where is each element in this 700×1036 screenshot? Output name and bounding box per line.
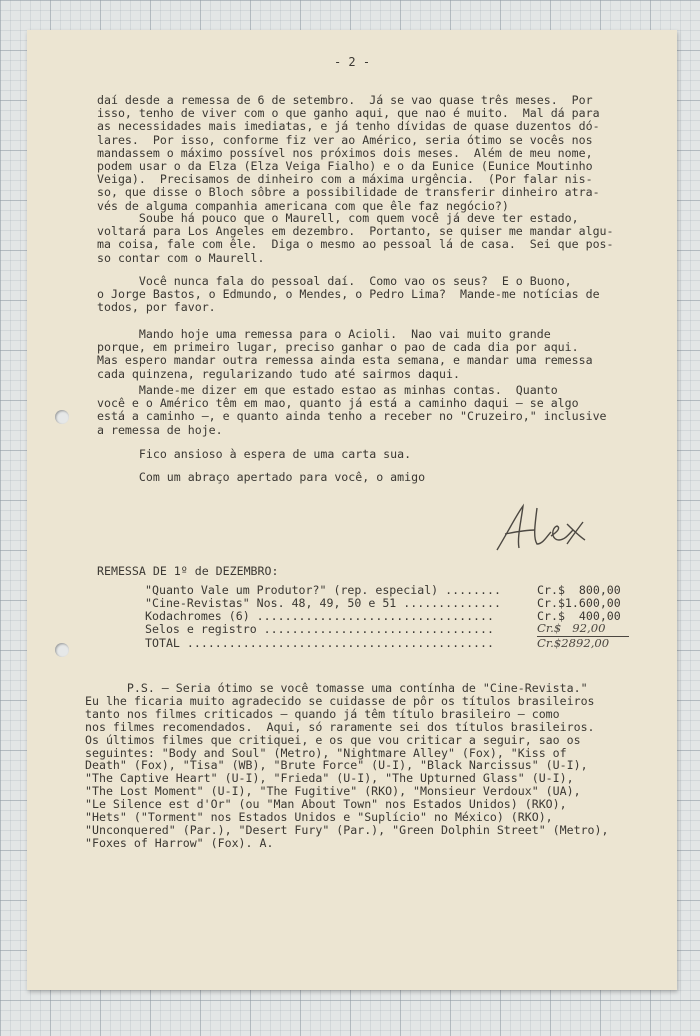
- remessa-item-amount: Cr.$1.600,00: [537, 596, 621, 610]
- paragraph-7: Com um abraço apertado para você, o amigo: [97, 470, 426, 484]
- postscript: P.S. — Seria ótimo se você tomasse uma contínha de "Cine-Revista." Eu lhe ficaria muito agradecido se cuidasse de pôr os títulos brasileiros tanto nos filmes criticados — quando já têm título brasileiro — como nos filmes recomendados. Aqui, só raramente sei dos títulos brasileiros. Os últimos filmes que critiquei, e os que vou criticar a seguir, sao os seguintes: "Body and Soul" (Metro), "Nightmare Alley" (Fox), "Kiss of Death" (Fox), "Tisa" (WB), "Brute Force" (U-I), "Black Narcissus" (U-I), "The Captive Heart" (U-I), "Frieda" (U-I), "The Upturned Glass" (U-I), "The Lost Moment" (U-I), "The Fugitive" (RKO), "Monsieur Verdoux" (UA), "Le Silence est d'Or" (ou "Man About Town" nos Estados Unidos) (RKO), "Hets" ("Torment" nos Estados Unidos e "Suplício" no México) (RKO), "Unconquered" (Par.), "Desert Fury" (Par.), "Green Dolphin Street" (Metro), "Foxes of Harrow" (Fox). A.: [85, 681, 609, 850]
- punch-hole: [55, 410, 69, 424]
- letter-page: [27, 30, 677, 990]
- paragraph-5: Mande-me dizer em que estado estao as minhas contas. Quanto você e o Américo têm em mao, quanto já está a caminho daqui — se algo está a caminho —, e quanto ainda tenho a receber no "Cruzeiro," inclusive a remessa de hoje.: [97, 383, 607, 437]
- paragraph-2: Soube há pouco que o Maurell, com quem você já deve ter estado, voltará para Los Angeles em dezembro. Portanto, se quiser me mandar algu- ma coisa, fale com êle. Diga o mesmo ao pessoal lá de casa. Sei que pos- so contar com o Maurell.: [97, 211, 614, 265]
- remessa-item-label: Kodachromes (6) ..................................: [145, 609, 495, 623]
- page-number: - 2 -: [333, 55, 371, 69]
- paragraph-4: Mando hoje uma remessa para o Acioli. Nao vai muito grande porque, em primeiro lugar, preciso ganhar o pao de cada dia por aqui. Mas espero mandar outra remessa ainda esta semana, e mandar uma remessa cada quinzena, regularizando tudo até sairmos daqui.: [97, 327, 593, 381]
- punch-hole: [55, 643, 69, 657]
- remessa-item-label: "Quanto Vale um Produtor?" (rep. especial) ........: [145, 583, 501, 597]
- remessa-title: REMESSA DE 1º de DEZEMBRO:: [97, 564, 279, 578]
- remessa-item-label: "Cine-Revistas" Nos. 48, 49, 50 e 51 ..............: [145, 596, 501, 610]
- paragraph-3: Você nunca fala do pessoal daí. Como vao os seus? E o Buono, o Jorge Bastos, o Edmundo, o Mendes, o Pedro Lima? Mande-me notícias de todos, por favor.: [97, 274, 600, 315]
- remessa-item-amount: Cr.$ 400,00: [537, 609, 621, 623]
- remessa-item-amount: Cr.$ 800,00: [537, 583, 621, 597]
- remessa-total-amount: Cr.$2892,00: [537, 636, 610, 650]
- paragraph-1: daí desde a remessa de 6 de setembro. Já se vao quase três meses. Por isso, tenho de viver com o que ganho aqui, que nao é muito. Mal dá para as necessidades mais imediatas, e já tenho dívidas de quase duzentos dó- lares. Por isso, conforme fiz ver ao Américo, seria ótimo se vocês nos mandassem o máximo possível nos próximos dois meses. Além de meu nome, podem usar o da Elza (Elza Veiga Fialho) e o da Eunice (Eunice Moutinho Veiga). Precisamos de dinheiro com a máxima urgência. (Por falar nis- so, que disse o Bloch sôbre a possibilidade de transferir dinheiro atra- vés de alguma companhia americana com que êle faz negócio?): [97, 93, 600, 213]
- remessa-total-label: TOTAL ............................................: [145, 636, 495, 650]
- paragraph-6: Fico ansioso à espera de uma carta sua.: [97, 447, 412, 461]
- handwritten-signature: [487, 500, 597, 564]
- remessa-item-amount: Cr.$ 92,00: [537, 621, 606, 635]
- remessa-item-label: Selos e registro .................................: [145, 622, 495, 636]
